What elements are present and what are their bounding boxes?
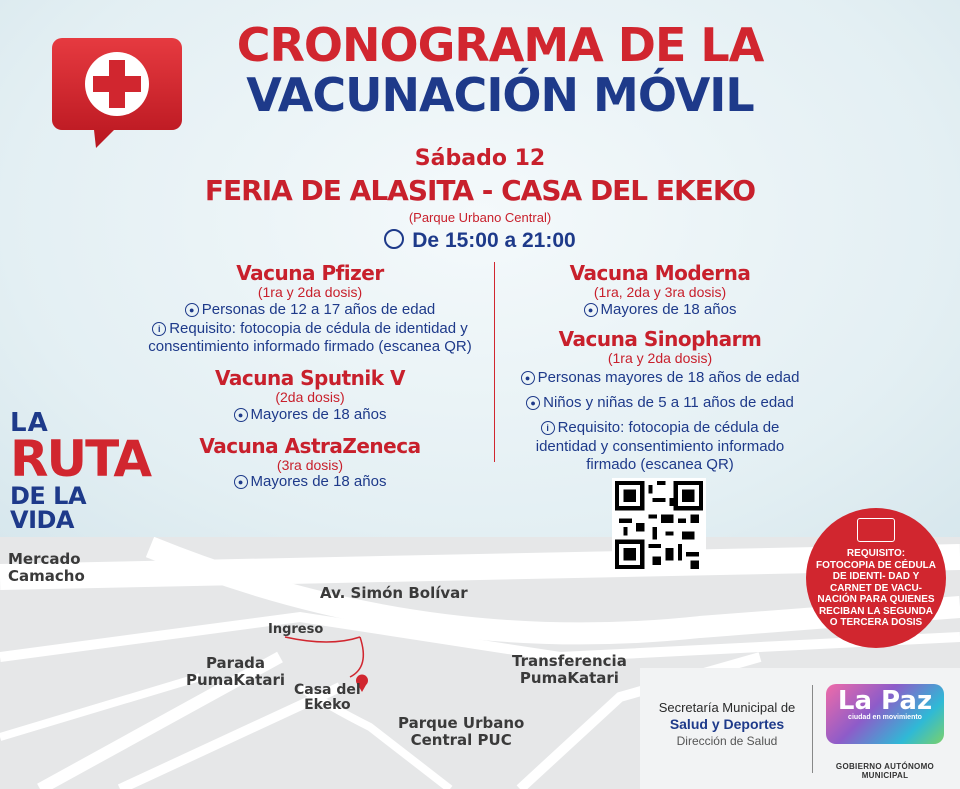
- map-label-mercado: Mercado Camacho: [8, 550, 85, 585]
- vaccine-detail: ● Personas mayores de 18 años de edad: [500, 369, 820, 388]
- person-icon: ●: [521, 371, 535, 385]
- vaccine-detail: ● Niños y niñas de 5 a 11 años de edad: [500, 394, 820, 413]
- person-icon: ●: [234, 475, 248, 489]
- footer-divider: [812, 685, 813, 773]
- vaccine-detail: i Requisito: fotocopia de cédula de: [500, 419, 820, 438]
- route-arrow: [285, 637, 360, 642]
- vaccine-name: Vacuna Moderna: [569, 261, 751, 285]
- vaccine-dose: (2da dosis): [275, 389, 345, 406]
- column-divider: [494, 262, 495, 462]
- title-line-2: VACUNACIÓN MÓVIL: [246, 68, 754, 122]
- event-day: Sábado 12: [414, 146, 546, 171]
- event-time: [0, 229, 960, 253]
- person-icon: ●: [185, 303, 199, 317]
- vaccine-dose: (1ra, 2da y 3ra dosis): [593, 284, 727, 300]
- info-icon: i: [541, 421, 555, 435]
- vaccine-detail: identidad y consentimiento informado: [535, 437, 785, 455]
- vaccine-dose: (3ra dosis): [276, 456, 344, 473]
- vaccine-detail: firmado (escanea QR): [586, 456, 734, 474]
- map-label-ingreso: Ingreso: [268, 622, 324, 637]
- map-label-transferencia: Transferencia PumaKatari: [512, 652, 627, 687]
- vaccine-dose: (1ra y 2da dosis): [257, 284, 363, 300]
- map-label-casa: Casa del Ekeko: [294, 682, 361, 714]
- requirement-badge: [806, 508, 946, 648]
- map-label-av-bolivar: Av. Simón Bolívar: [320, 584, 468, 602]
- person-icon: ●: [526, 396, 540, 410]
- title-line-1: CRONOGRAMA DE LA: [236, 18, 764, 72]
- vaccine-detail: ● Mayores de 18 años: [500, 301, 820, 320]
- vaccine-detail: ● Mayores de 18 años: [130, 406, 490, 425]
- person-icon: ●: [234, 408, 248, 422]
- vaccine-dose: (1ra y 2da dosis): [607, 349, 713, 366]
- left-vaccine-column: [130, 262, 490, 492]
- vaccine-detail: ● Mayores de 18 años: [130, 473, 490, 492]
- vaccine-name: Vacuna Sinopharm: [558, 326, 762, 351]
- vaccine-name: Vacuna AstraZeneca: [199, 433, 421, 458]
- vaccine-detail: i Requisito: fotocopia de cédula de identidad y: [130, 320, 490, 339]
- requirement-text: REQUISITO: FOTOCOPIA DE CÉDULA DE IDENTI- DAD Y CARNET DE VACU- NACIÓN PARA QUIENES RECIBAN LA SEGUNDA O TERCERA DOSIS: [816, 548, 937, 628]
- logo-de-la-vida: DE LA VIDA: [10, 481, 87, 534]
- qr-code-icon: [615, 481, 703, 569]
- vaccine-name: Vacuna Pfizer: [236, 261, 384, 285]
- vaccine-detail: consentimiento informado firmado (escanea QR): [148, 338, 472, 356]
- id-card-icon: [857, 518, 895, 542]
- secretaria-logo: Secretaría Municipal de Salud y Deportes Dirección de Salud: [658, 700, 796, 748]
- vaccine-detail: ● Personas de 12 a 17 años de edad: [130, 301, 490, 320]
- person-icon: ●: [584, 303, 598, 317]
- right-vaccine-column: [500, 262, 820, 475]
- vaccine-name: Vacuna Sputnik V: [214, 366, 406, 391]
- medical-cross-icon: [52, 30, 182, 150]
- map-label-parada: Parada PumaKatari: [186, 654, 286, 689]
- map-label-parque: Parque Urbano Central PUC: [398, 714, 525, 749]
- logo-la: LA: [10, 408, 49, 438]
- clock-icon: [384, 229, 404, 249]
- la-paz-logo: La Paz ciudad en movimiento: [826, 684, 944, 744]
- gobierno-municipal-label: GOBIERNO AUTÓNOMO MUNICIPAL: [835, 762, 935, 780]
- qr-code[interactable]: [612, 478, 706, 572]
- info-icon: i: [152, 322, 166, 336]
- event-venue: FERIA DE ALASITA - CASA DEL EKEKO: [204, 174, 756, 207]
- poster-title: [190, 18, 810, 122]
- venue-subtitle: (Parque Urbano Central): [408, 210, 552, 225]
- ruta-de-la-vida-logo: [10, 408, 151, 534]
- event-time-text: De 15:00 a 21:00: [412, 229, 576, 252]
- logo-ruta: RUTA: [10, 430, 151, 488]
